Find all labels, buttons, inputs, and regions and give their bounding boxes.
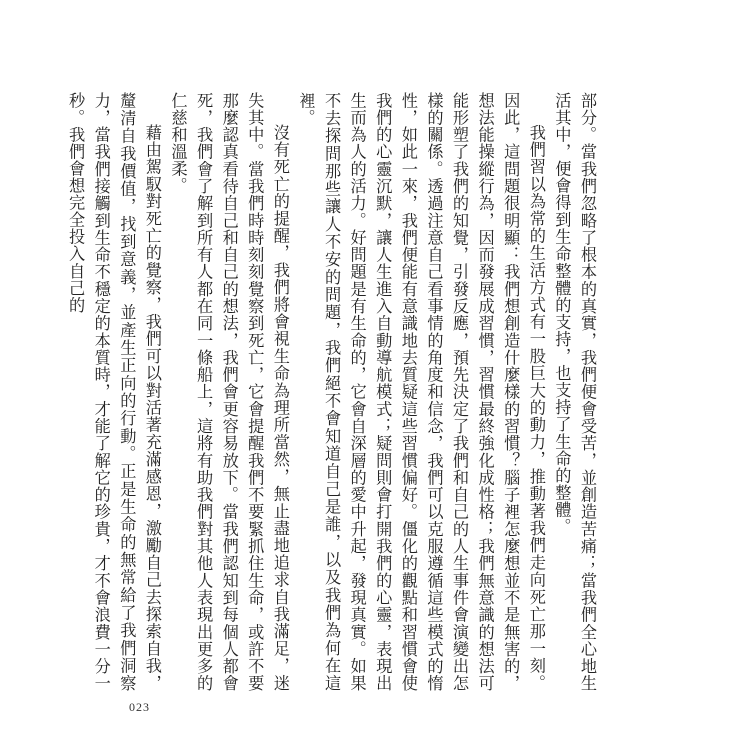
body-text [63, 92, 600, 692]
paragraph-1: 部分。當我們忽略了根本的真實，我們便會受苦，並創造苦痛；當我們全心地生活其中，便會得到生命整體的支持，也支持了生命的整體。 [552, 92, 597, 692]
page-number: 023 [129, 700, 150, 714]
paragraph-4: 藉由駕馭對死亡的覺察，我們可以對活著充滿感恩，激勵自己去探索自我，釐清自我價值，找到意義，並產生正向的行動。正是生命的無常給了我們洞察力，當我們接觸到生命不穩定的本質時，才能了解它的珍貴，才不會浪費一分一秒。我們會想完全投入自己的 [66, 92, 162, 692]
paragraph-2: 我們習以為常的生活方式有一股巨大的動力，推動著我們走向死亡那一刻。因此，這問題很明顯：我們想創造什麼樣的習慣？腦子裡怎麼想並不是無害的，想法能操縱行為，因而發展成習慣，習慣最終強化成性格；我們無意識的想法可能形塑了我們的知覺，引發反應，預先決定了我們和自己的人生事件會演變出怎樣的關係。透過注意自己看事情的角度和信念，我們可以克服遵循這些模式的惰性，如此一來，我們便能有意識地去質疑這些習慣偏好。僵化的觀點和習慣會使我們的心靈沉默，讓人生進入自動導航模式；疑問則會打開我們的心靈，表現出生而為人的活力。好問題是有生命的，它會自深層的愛中升起，發現真實。如果不去探問那些讓人不安的問題，我們絕不會知道自己是誰，以及我們為何在這裡。 [296, 92, 546, 692]
paragraph-3: 沒有死亡的提醒，我們將會視生命為理所當然，無止盡地追求自我滿足，迷失其中。當我們時時刻刻覺察到死亡，它會提醒我們不要緊抓住生命，或許不要那麼認真看待自己和自己的想法，我們會更容易放下。當我們認知到每個人都會死，我們會了解到所有人都在同一條船上，這將有助我們對其他人表現出更多的仁慈和溫柔。 [168, 92, 290, 692]
